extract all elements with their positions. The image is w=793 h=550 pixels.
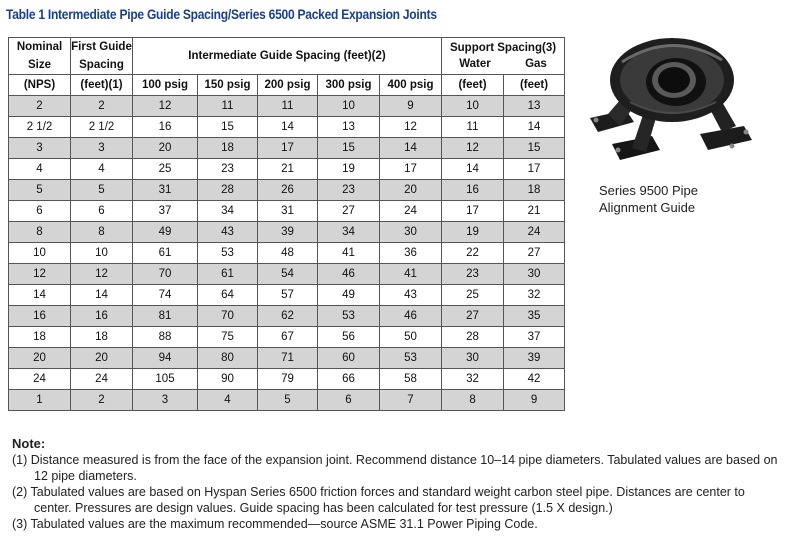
table-cell: 94 <box>133 348 198 369</box>
intermediate-spacing-header: Intermediate Guide Spacing (feet)(2) <box>133 38 442 75</box>
table-cell: 54 <box>258 264 318 285</box>
note-item: (3) Tabulated values are the maximum recommended—source ASME 31.1 Power Piping Code. <box>12 517 538 531</box>
table-cell: 17 <box>504 159 565 180</box>
table-cell: 41 <box>380 264 442 285</box>
image-caption <box>599 182 698 216</box>
table-cell: 3 <box>9 138 71 159</box>
table-title: Table 1 Intermediate Pipe Guide Spacing/Series 6500 Packed Expansion Joints <box>6 6 437 22</box>
table-cell: 5 <box>71 180 133 201</box>
table-cell: 17 <box>258 138 318 159</box>
table-cell: 31 <box>258 201 318 222</box>
table-cell: 7 <box>380 390 442 411</box>
caption-line-2: Alignment Guide <box>599 200 696 215</box>
table-cell: 19 <box>318 159 380 180</box>
table-cell: 19 <box>442 222 504 243</box>
table-cell: 37 <box>133 201 198 222</box>
table-cell: 30 <box>504 264 565 285</box>
table-cell: 79 <box>258 369 318 390</box>
table-cell: 36 <box>380 243 442 264</box>
table-cell: 5 <box>9 180 71 201</box>
table-cell: 15 <box>504 138 565 159</box>
table-cell: 16 <box>9 306 71 327</box>
table-cell: 14 <box>71 285 133 306</box>
table-cell: 90 <box>198 369 258 390</box>
table-cell: 10 <box>9 243 71 264</box>
units-cell: 200 psig <box>258 75 318 96</box>
table-cell: 2 1/2 <box>9 117 71 138</box>
table-cell: 80 <box>198 348 258 369</box>
table-cell: 70 <box>198 306 258 327</box>
table-cell: 20 <box>133 138 198 159</box>
table-cell: 75 <box>198 327 258 348</box>
table-cell: 2 1/2 <box>71 117 133 138</box>
table-cell: 25 <box>442 285 504 306</box>
table-cell: 62 <box>258 306 318 327</box>
table-cell: 50 <box>380 327 442 348</box>
table-cell: 5 <box>258 390 318 411</box>
table-cell: 14 <box>442 159 504 180</box>
table-cell: 10 <box>442 96 504 117</box>
pipe-alignment-guide-image <box>582 22 758 172</box>
table-cell: 18 <box>504 180 565 201</box>
guide-spacing-table <box>8 37 565 411</box>
first-guide-header: First Guide Spacing <box>71 38 133 75</box>
units-cell: 300 psig <box>318 75 380 96</box>
table-cell: 8 <box>9 222 71 243</box>
table-cell: 16 <box>71 306 133 327</box>
table-cell: 37 <box>504 327 565 348</box>
table-cell: 46 <box>380 306 442 327</box>
nominal-size-header: Nominal Size <box>9 38 71 75</box>
table-cell: 11 <box>198 96 258 117</box>
table-body <box>9 75 565 411</box>
table-cell: 27 <box>504 243 565 264</box>
table-cell: 4 <box>198 390 258 411</box>
table-cell: 105 <box>133 369 198 390</box>
table-cell: 1 <box>9 390 71 411</box>
table-cell: 4 <box>9 159 71 180</box>
table-cell: 6 <box>71 201 133 222</box>
table-cell: 18 <box>198 138 258 159</box>
units-row <box>9 75 565 96</box>
table-row <box>9 306 565 327</box>
table-cell: 88 <box>133 327 198 348</box>
table-cell: 28 <box>198 180 258 201</box>
table-cell: 58 <box>380 369 442 390</box>
units-cell: (NPS) <box>9 75 71 96</box>
table-cell: 30 <box>442 348 504 369</box>
table-cell: 2 <box>9 96 71 117</box>
table-cell: 35 <box>504 306 565 327</box>
table-cell: 12 <box>133 96 198 117</box>
table-row <box>9 243 565 264</box>
table-cell: 31 <box>133 180 198 201</box>
table-cell: 12 <box>380 117 442 138</box>
table-cell: 8 <box>442 390 504 411</box>
table-row <box>9 117 565 138</box>
table-cell: 53 <box>198 243 258 264</box>
table-cell: 49 <box>133 222 198 243</box>
table-cell: 14 <box>504 117 565 138</box>
table-cell: 30 <box>380 222 442 243</box>
table-cell: 67 <box>258 327 318 348</box>
table-cell: 9 <box>380 96 442 117</box>
table-cell: 74 <box>133 285 198 306</box>
table-cell: 24 <box>380 201 442 222</box>
table-cell: 70 <box>133 264 198 285</box>
table-cell: 14 <box>380 138 442 159</box>
table-cell: 21 <box>258 159 318 180</box>
table-cell: 27 <box>442 306 504 327</box>
table-cell: 17 <box>380 159 442 180</box>
table-cell: 39 <box>258 222 318 243</box>
table-cell: 32 <box>504 285 565 306</box>
table-cell: 25 <box>133 159 198 180</box>
table-cell: 26 <box>258 180 318 201</box>
table-cell: 27 <box>318 201 380 222</box>
table-cell: 18 <box>9 327 71 348</box>
table-cell: 71 <box>258 348 318 369</box>
table-row <box>9 138 565 159</box>
table-row <box>9 96 565 117</box>
units-cell: 100 psig <box>133 75 198 96</box>
support-spacing-title: Support Spacing(3) <box>449 42 557 54</box>
units-cell: (feet)(1) <box>71 75 133 96</box>
note-item: (1) Distance measured is from the face of the expansion joint. Recommend distance 10–14 pipe diameters. Tabulated values are based on 12 pipe diameters. <box>12 453 778 483</box>
notes-heading: Note: <box>12 436 46 451</box>
table-cell: 46 <box>318 264 380 285</box>
note-item: (2) Tabulated values are based on Hyspan Series 6500 friction forces and standard weight carbon steel pipe. Distances are center to center. Pressures are design values. Guide spacing has been calculated for test pressure (1.5 X design.) <box>12 485 745 515</box>
table-cell: 9 <box>504 390 565 411</box>
table-cell: 3 <box>133 390 198 411</box>
table-cell: 15 <box>198 117 258 138</box>
table-cell: 12 <box>442 138 504 159</box>
units-cell: (feet) <box>442 75 504 96</box>
table-cell: 14 <box>258 117 318 138</box>
table-cell: 61 <box>133 243 198 264</box>
table-cell: 10 <box>71 243 133 264</box>
table-cell: 21 <box>504 201 565 222</box>
table-cell: 17 <box>442 201 504 222</box>
table-cell: 28 <box>442 327 504 348</box>
water-header: Water <box>459 58 491 70</box>
units-cell: (feet) <box>504 75 565 96</box>
table-cell: 42 <box>504 369 565 390</box>
table-cell: 18 <box>71 327 133 348</box>
table-cell: 53 <box>380 348 442 369</box>
table-cell: 61 <box>198 264 258 285</box>
table-row <box>9 285 565 306</box>
table-cell: 15 <box>318 138 380 159</box>
table-cell: 32 <box>442 369 504 390</box>
table-cell: 11 <box>258 96 318 117</box>
table-cell: 34 <box>198 201 258 222</box>
table-cell: 23 <box>318 180 380 201</box>
table-cell: 6 <box>318 390 380 411</box>
table-row <box>9 264 565 285</box>
table-row <box>9 222 565 243</box>
table-cell: 23 <box>198 159 258 180</box>
table-cell: 66 <box>318 369 380 390</box>
table-cell: 14 <box>9 285 71 306</box>
table-cell: 13 <box>504 96 565 117</box>
table-row <box>9 180 565 201</box>
table-row <box>9 369 565 390</box>
table-cell: 20 <box>71 348 133 369</box>
table-cell: 2 <box>71 390 133 411</box>
table-cell: 12 <box>9 264 71 285</box>
table-row <box>9 390 565 411</box>
gas-header: Gas <box>525 58 547 70</box>
caption-line-1: Series 9500 Pipe <box>599 183 699 198</box>
table-cell: 16 <box>133 117 198 138</box>
units-cell: 150 psig <box>198 75 258 96</box>
table-cell: 43 <box>198 222 258 243</box>
table-cell: 11 <box>442 117 504 138</box>
table-row <box>9 348 565 369</box>
table-cell: 48 <box>258 243 318 264</box>
table-row <box>9 159 565 180</box>
table-cell: 10 <box>318 96 380 117</box>
table-cell: 56 <box>318 327 380 348</box>
table-cell: 81 <box>133 306 198 327</box>
table-cell: 24 <box>504 222 565 243</box>
table-cell: 22 <box>442 243 504 264</box>
table-cell: 34 <box>318 222 380 243</box>
table-cell: 23 <box>442 264 504 285</box>
table-cell: 49 <box>318 285 380 306</box>
table-row <box>9 327 565 348</box>
table-cell: 4 <box>71 159 133 180</box>
table-cell: 8 <box>71 222 133 243</box>
notes-section <box>12 436 782 532</box>
table-cell: 53 <box>318 306 380 327</box>
table-cell: 24 <box>71 369 133 390</box>
table-cell: 13 <box>318 117 380 138</box>
table-cell: 57 <box>258 285 318 306</box>
table-cell: 20 <box>380 180 442 201</box>
table-row <box>9 201 565 222</box>
table-cell: 41 <box>318 243 380 264</box>
units-cell: 400 psig <box>380 75 442 96</box>
table-cell: 64 <box>198 285 258 306</box>
support-spacing-header <box>442 38 565 75</box>
table-cell: 3 <box>71 138 133 159</box>
table-cell: 6 <box>9 201 71 222</box>
table-cell: 24 <box>9 369 71 390</box>
table-cell: 20 <box>9 348 71 369</box>
table-cell: 16 <box>442 180 504 201</box>
table-cell: 60 <box>318 348 380 369</box>
table-cell: 2 <box>71 96 133 117</box>
table-cell: 12 <box>71 264 133 285</box>
table-cell: 43 <box>380 285 442 306</box>
table-cell: 39 <box>504 348 565 369</box>
